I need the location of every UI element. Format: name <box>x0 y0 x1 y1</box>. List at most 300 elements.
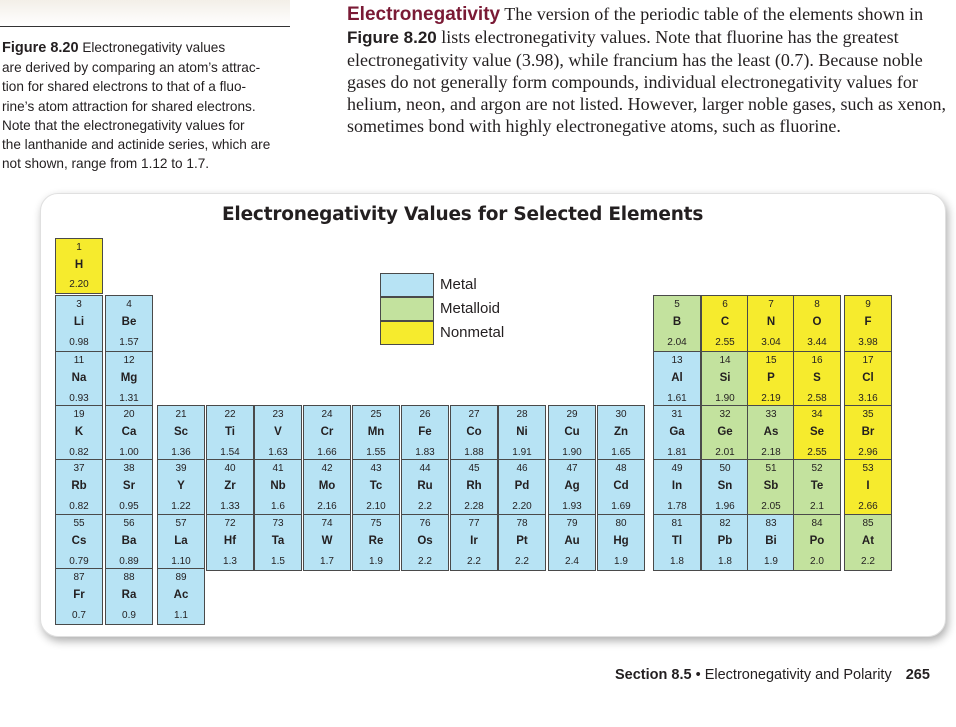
electronegativity-value: 2.2 <box>515 556 529 567</box>
element-symbol: I <box>866 480 870 492</box>
atomic-number: 48 <box>615 463 627 474</box>
element-symbol: Ru <box>417 480 433 492</box>
paragraph-heading: Electronegativity <box>347 4 501 25</box>
electronegativity-value: 2.58 <box>807 393 827 404</box>
electronegativity-value: 2.55 <box>807 447 827 458</box>
atomic-number: 26 <box>419 409 431 420</box>
caption-line: not shown, range from 1.12 to 1.7. <box>2 156 210 172</box>
element-symbol: Ta <box>271 535 285 547</box>
electronegativity-value: 2.2 <box>861 556 875 567</box>
atomic-number: 19 <box>73 409 85 420</box>
electronegativity-value: 2.0 <box>810 556 824 567</box>
electronegativity-value: 1.90 <box>715 393 735 404</box>
element-cell-p <box>747 351 795 408</box>
element-cell-pd <box>498 459 546 516</box>
element-symbol: Ti <box>224 426 235 438</box>
element-symbol: Be <box>121 316 137 328</box>
caption-line: are derived by comparing an atom’s attrac- <box>2 60 261 76</box>
element-symbol: W <box>321 535 333 547</box>
element-cell-se <box>793 405 841 462</box>
element-cell-ac <box>157 568 205 625</box>
element-cell-ge <box>701 405 749 462</box>
footer-bullet: • <box>695 667 701 683</box>
element-symbol: Re <box>368 535 384 547</box>
atomic-number: 17 <box>862 355 874 366</box>
electronegativity-value: 2.05 <box>761 501 781 512</box>
electronegativity-value: 0.9 <box>122 610 136 621</box>
element-symbol: Mg <box>120 372 138 384</box>
element-symbol: Co <box>466 426 482 438</box>
figure-label: Figure 8.20 <box>2 40 79 56</box>
atomic-number: 84 <box>811 518 823 529</box>
atomic-number: 15 <box>765 355 777 366</box>
legend-label-metalloid: Metalloid <box>440 300 501 317</box>
atomic-number: 41 <box>272 463 284 474</box>
electronegativity-value: 2.96 <box>858 447 878 458</box>
element-symbol: Fr <box>73 589 85 601</box>
atomic-number: 3 <box>76 299 82 310</box>
electronegativity-value: 1.3 <box>223 556 237 567</box>
element-cell-n <box>747 295 795 352</box>
element-cell-sr <box>105 459 153 516</box>
element-cell-ti <box>206 405 254 462</box>
electronegativity-value: 1.8 <box>718 556 732 567</box>
atomic-number: 31 <box>671 409 683 420</box>
element-cell-tl <box>653 514 701 571</box>
atomic-number: 32 <box>719 409 731 420</box>
electronegativity-value: 2.2 <box>418 556 432 567</box>
electronegativity-value: 1.55 <box>366 447 386 458</box>
electronegativity-value: 1.9 <box>764 556 778 567</box>
element-cell-la <box>157 514 205 571</box>
electronegativity-value: 2.20 <box>512 501 532 512</box>
element-cell-li <box>55 295 103 352</box>
element-cell-po <box>793 514 841 571</box>
atomic-number: 80 <box>615 518 627 529</box>
element-symbol: Hg <box>613 535 629 547</box>
electronegativity-value: 2.04 <box>667 337 687 348</box>
element-symbol: Rb <box>71 480 87 492</box>
electronegativity-value: 1.96 <box>715 501 735 512</box>
element-symbol: Y <box>177 480 185 492</box>
element-cell-pt <box>498 514 546 571</box>
element-symbol: Ca <box>121 426 137 438</box>
atomic-number: 87 <box>73 572 85 583</box>
element-symbol: Zr <box>224 480 236 492</box>
element-cell-si <box>701 351 749 408</box>
atomic-number: 33 <box>765 409 777 420</box>
element-symbol: Nb <box>270 480 286 492</box>
electronegativity-value: 1.78 <box>667 501 687 512</box>
atomic-number: 23 <box>272 409 284 420</box>
atomic-number: 46 <box>516 463 528 474</box>
element-cell-ru <box>401 459 449 516</box>
electronegativity-value: 1.69 <box>611 501 631 512</box>
atomic-number: 29 <box>566 409 578 420</box>
atomic-number: 4 <box>126 299 132 310</box>
caption-line: Note that the electronegativity values for <box>2 117 245 133</box>
electronegativity-value: 1.7 <box>320 556 334 567</box>
header-shade <box>0 0 290 26</box>
electronegativity-value: 3.44 <box>807 337 827 348</box>
atomic-number: 43 <box>370 463 382 474</box>
element-symbol: Sc <box>173 426 189 438</box>
element-symbol: Tc <box>369 480 383 492</box>
electronegativity-value: 2.10 <box>366 501 386 512</box>
atomic-number: 73 <box>272 518 284 529</box>
element-symbol: Cu <box>564 426 580 438</box>
element-symbol: F <box>864 316 872 328</box>
element-cell-bi <box>747 514 795 571</box>
page-footer <box>615 667 930 683</box>
element-cell-cl <box>844 351 892 408</box>
element-cell-au <box>548 514 596 571</box>
atomic-number: 12 <box>123 355 135 366</box>
electronegativity-value: 1.00 <box>119 447 139 458</box>
electronegativity-value: 0.89 <box>119 556 139 567</box>
electronegativity-value: 2.28 <box>464 501 484 512</box>
caption-line-text: Electronegativity values <box>82 40 226 55</box>
element-cell-ag <box>548 459 596 516</box>
legend-label-nonmetal: Nonmetal <box>440 324 505 341</box>
atomic-number: 75 <box>370 518 382 529</box>
atomic-number: 83 <box>765 518 777 529</box>
element-cell-as <box>747 405 795 462</box>
caption-line: tion for shared electrons to that of a fluo- <box>2 79 247 95</box>
element-symbol: Cd <box>613 480 629 492</box>
atomic-number: 35 <box>862 409 874 420</box>
electronegativity-value: 1.61 <box>667 393 687 404</box>
atomic-number: 57 <box>175 518 187 529</box>
element-symbol: Te <box>810 480 824 492</box>
atomic-number: 88 <box>123 572 135 583</box>
atomic-number: 81 <box>671 518 683 529</box>
element-cell-tc <box>352 459 400 516</box>
element-cell-fe <box>401 405 449 462</box>
element-cell-fr <box>55 568 103 625</box>
body-paragraph <box>347 3 947 137</box>
electronegativity-value: 3.04 <box>761 337 781 348</box>
electronegativity-value: 1.91 <box>512 447 532 458</box>
element-cell-b <box>653 295 701 352</box>
atomic-number: 78 <box>516 518 528 529</box>
element-symbol: B <box>672 316 682 328</box>
electronegativity-value: 0.7 <box>72 610 86 621</box>
element-symbol: Zn <box>613 426 629 438</box>
element-symbol: Tl <box>671 535 683 547</box>
element-cell-na <box>55 351 103 408</box>
atomic-number: 8 <box>814 299 820 310</box>
element-symbol: Ac <box>173 589 189 601</box>
electronegativity-value: 0.95 <box>119 501 139 512</box>
element-cell-ga <box>653 405 701 462</box>
element-symbol: Al <box>671 372 683 384</box>
atomic-number: 13 <box>671 355 683 366</box>
element-symbol: Ga <box>669 426 685 438</box>
element-symbol: Ni <box>516 426 528 438</box>
element-symbol: Se <box>809 426 825 438</box>
electronegativity-value: 2.19 <box>761 393 781 404</box>
element-cell-cr <box>303 405 351 462</box>
atomic-number: 6 <box>722 299 728 310</box>
caption-line: rine’s atom attraction for shared electrons. <box>2 98 256 114</box>
legend-label-metal: Metal <box>440 276 477 293</box>
atomic-number: 25 <box>370 409 382 420</box>
element-symbol: Rh <box>466 480 482 492</box>
electronegativity-value: 1.63 <box>268 447 288 458</box>
electronegativity-value: 2.20 <box>69 279 89 290</box>
element-cell-cu <box>548 405 596 462</box>
atomic-number: 42 <box>321 463 333 474</box>
figure-caption <box>2 38 292 173</box>
atomic-number: 76 <box>419 518 431 529</box>
atomic-number: 30 <box>615 409 627 420</box>
element-symbol: K <box>74 426 84 438</box>
atomic-number: 53 <box>862 463 874 474</box>
atomic-number: 1 <box>76 242 82 253</box>
element-cell-be <box>105 295 153 352</box>
element-cell-c <box>701 295 749 352</box>
element-symbol: Ag <box>564 480 580 492</box>
electronegativity-value: 0.93 <box>69 393 89 404</box>
element-symbol: Br <box>861 426 875 438</box>
electronegativity-value: 2.4 <box>565 556 579 567</box>
atomic-number: 38 <box>123 463 135 474</box>
element-cell-os <box>401 514 449 571</box>
element-symbol: Cs <box>71 535 87 547</box>
electronegativity-value: 3.16 <box>858 393 878 404</box>
element-cell-o <box>793 295 841 352</box>
element-cell-sb <box>747 459 795 516</box>
electronegativity-value: 0.98 <box>69 337 89 348</box>
element-symbol: Pd <box>514 480 530 492</box>
element-symbol: La <box>174 535 188 547</box>
electronegativity-value: 1.66 <box>317 447 337 458</box>
caption-rule <box>0 26 290 27</box>
element-cell-ca <box>105 405 153 462</box>
element-cell-s <box>793 351 841 408</box>
element-symbol: H <box>74 259 84 271</box>
atomic-number: 22 <box>224 409 236 420</box>
element-cell-hg <box>597 514 645 571</box>
atomic-number: 89 <box>175 572 187 583</box>
electronegativity-value: 1.83 <box>415 447 435 458</box>
electronegativity-value: 0.82 <box>69 501 89 512</box>
electronegativity-value: 1.93 <box>562 501 582 512</box>
element-cell-v <box>254 405 302 462</box>
element-cell-pb <box>701 514 749 571</box>
element-symbol: P <box>767 372 775 384</box>
element-cell-mg <box>105 351 153 408</box>
figure-reference: Figure 8.20 <box>347 28 437 47</box>
electronegativity-value: 2.16 <box>317 501 337 512</box>
electronegativity-value: 1.90 <box>562 447 582 458</box>
atomic-number: 16 <box>811 355 823 366</box>
element-cell-al <box>653 351 701 408</box>
element-symbol: N <box>766 316 776 328</box>
element-cell-te <box>793 459 841 516</box>
element-symbol: Au <box>564 535 580 547</box>
element-cell-nb <box>254 459 302 516</box>
element-symbol: Pt <box>516 535 528 547</box>
element-symbol: Mo <box>318 480 336 492</box>
atomic-number: 51 <box>765 463 777 474</box>
electronegativity-value: 1.8 <box>670 556 684 567</box>
element-cell-hf <box>206 514 254 571</box>
atomic-number: 20 <box>123 409 135 420</box>
element-symbol: Sb <box>763 480 779 492</box>
element-symbol: Ba <box>121 535 137 547</box>
element-cell-w <box>303 514 351 571</box>
element-cell-br <box>844 405 892 462</box>
section-label: Section 8.5 <box>615 667 692 683</box>
element-symbol: Sn <box>717 480 733 492</box>
legend-swatch-metal <box>380 273 434 297</box>
atomic-number: 45 <box>468 463 480 474</box>
electronegativity-value: 1.9 <box>369 556 383 567</box>
electronegativity-value: 1.22 <box>171 501 191 512</box>
electronegativity-value: 2.18 <box>761 447 781 458</box>
element-symbol: Mn <box>367 426 385 438</box>
element-cell-h <box>55 238 103 294</box>
electronegativity-value: 2.1 <box>810 501 824 512</box>
atomic-number: 21 <box>175 409 187 420</box>
element-cell-mn <box>352 405 400 462</box>
atomic-number: 40 <box>224 463 236 474</box>
element-cell-re <box>352 514 400 571</box>
element-cell-i <box>844 459 892 516</box>
atomic-number: 49 <box>671 463 683 474</box>
atomic-number: 74 <box>321 518 333 529</box>
electronegativity-value: 1.5 <box>271 556 285 567</box>
paragraph-text: The version of the periodic table of the elements shown in <box>500 4 924 24</box>
electronegativity-value: 1.65 <box>611 447 631 458</box>
element-symbol: Li <box>73 316 85 328</box>
element-cell-co <box>450 405 498 462</box>
legend-swatch-metalloid <box>380 297 434 321</box>
element-symbol: Ge <box>717 426 733 438</box>
section-title: Electronegativity and Polarity <box>704 667 892 683</box>
atomic-number: 5 <box>674 299 680 310</box>
element-cell-ba <box>105 514 153 571</box>
element-symbol: As <box>763 426 779 438</box>
element-symbol: S <box>813 372 821 384</box>
element-symbol: Na <box>71 372 87 384</box>
element-cell-rh <box>450 459 498 516</box>
element-cell-ir <box>450 514 498 571</box>
element-symbol: Si <box>719 372 731 384</box>
atomic-number: 14 <box>719 355 731 366</box>
element-cell-ni <box>498 405 546 462</box>
element-symbol: Cr <box>320 426 334 438</box>
element-cell-sn <box>701 459 749 516</box>
element-cell-cd <box>597 459 645 516</box>
electronegativity-value: 2.2 <box>418 501 432 512</box>
electronegativity-value: 1.1 <box>174 610 188 621</box>
element-symbol: Ra <box>121 589 137 601</box>
atomic-number: 52 <box>811 463 823 474</box>
electronegativity-value: 1.88 <box>464 447 484 458</box>
atomic-number: 7 <box>768 299 774 310</box>
element-cell-sc <box>157 405 205 462</box>
electronegativity-value: 1.33 <box>220 501 240 512</box>
atomic-number: 77 <box>468 518 480 529</box>
electronegativity-value: 0.79 <box>69 556 89 567</box>
element-cell-k <box>55 405 103 462</box>
element-symbol: Cl <box>862 372 874 384</box>
element-cell-mo <box>303 459 351 516</box>
atomic-number: 82 <box>719 518 731 529</box>
element-cell-zn <box>597 405 645 462</box>
electronegativity-value: 1.54 <box>220 447 240 458</box>
element-symbol: O <box>812 316 822 328</box>
electronegativity-value: 3.98 <box>858 337 878 348</box>
electronegativity-value: 2.55 <box>715 337 735 348</box>
page-number: 265 <box>905 667 930 683</box>
electronegativity-value: 1.31 <box>119 393 139 404</box>
atomic-number: 47 <box>566 463 578 474</box>
element-symbol: Po <box>809 535 825 547</box>
atomic-number: 44 <box>419 463 431 474</box>
element-cell-cs <box>55 514 103 571</box>
electronegativity-value: 2.66 <box>858 501 878 512</box>
caption-line: the lanthanide and actinide series, which are <box>2 137 271 153</box>
element-cell-ra <box>105 568 153 625</box>
atomic-number: 28 <box>516 409 528 420</box>
atomic-number: 55 <box>73 518 85 529</box>
atomic-number: 72 <box>224 518 236 529</box>
electronegativity-value: 1.9 <box>614 556 628 567</box>
atomic-number: 34 <box>811 409 823 420</box>
electronegativity-value: 1.10 <box>171 556 191 567</box>
atomic-number: 85 <box>862 518 874 529</box>
element-symbol: C <box>720 316 730 328</box>
table-title: Electronegativity Values for Selected Elements <box>222 204 704 225</box>
atomic-number: 50 <box>719 463 731 474</box>
electronegativity-value: 1.6 <box>271 501 285 512</box>
electronegativity-value: 1.81 <box>667 447 687 458</box>
element-symbol: Ir <box>470 535 478 547</box>
electronegativity-value: 2.01 <box>715 447 735 458</box>
element-cell-at <box>844 514 892 571</box>
atomic-number: 39 <box>175 463 187 474</box>
legend-swatch-nonmetal <box>380 321 434 345</box>
atomic-number: 27 <box>468 409 480 420</box>
element-symbol: Sr <box>122 480 136 492</box>
element-symbol: In <box>671 480 683 492</box>
element-cell-zr <box>206 459 254 516</box>
electronegativity-value: 1.36 <box>171 447 191 458</box>
element-cell-rb <box>55 459 103 516</box>
element-symbol: Bi <box>765 535 777 547</box>
atomic-number: 79 <box>566 518 578 529</box>
element-symbol: Pb <box>717 535 733 547</box>
electronegativity-value: 0.82 <box>69 447 89 458</box>
atomic-number: 37 <box>73 463 85 474</box>
element-cell-in <box>653 459 701 516</box>
paragraph-text: lists electronegativity values. Note that fluorine has the greatest electronegativity value (3.98), while francium has the least (0.7). Because noble gases do not generally form compounds, individual electronegativity values for helium, neon, and argon are not listed. However, larger noble gases, such as xenon, sometimes bond with highly electronegative atoms, such as fluorine. <box>347 27 946 136</box>
electronegativity-value: 2.2 <box>467 556 481 567</box>
electronegativity-value: 1.57 <box>119 337 139 348</box>
element-symbol: Hf <box>223 535 237 547</box>
caption-line <box>2 38 292 58</box>
atomic-number: 11 <box>73 355 85 366</box>
element-symbol: V <box>274 426 282 438</box>
atomic-number: 9 <box>865 299 871 310</box>
element-cell-y <box>157 459 205 516</box>
element-cell-ta <box>254 514 302 571</box>
element-symbol: Fe <box>418 426 432 438</box>
